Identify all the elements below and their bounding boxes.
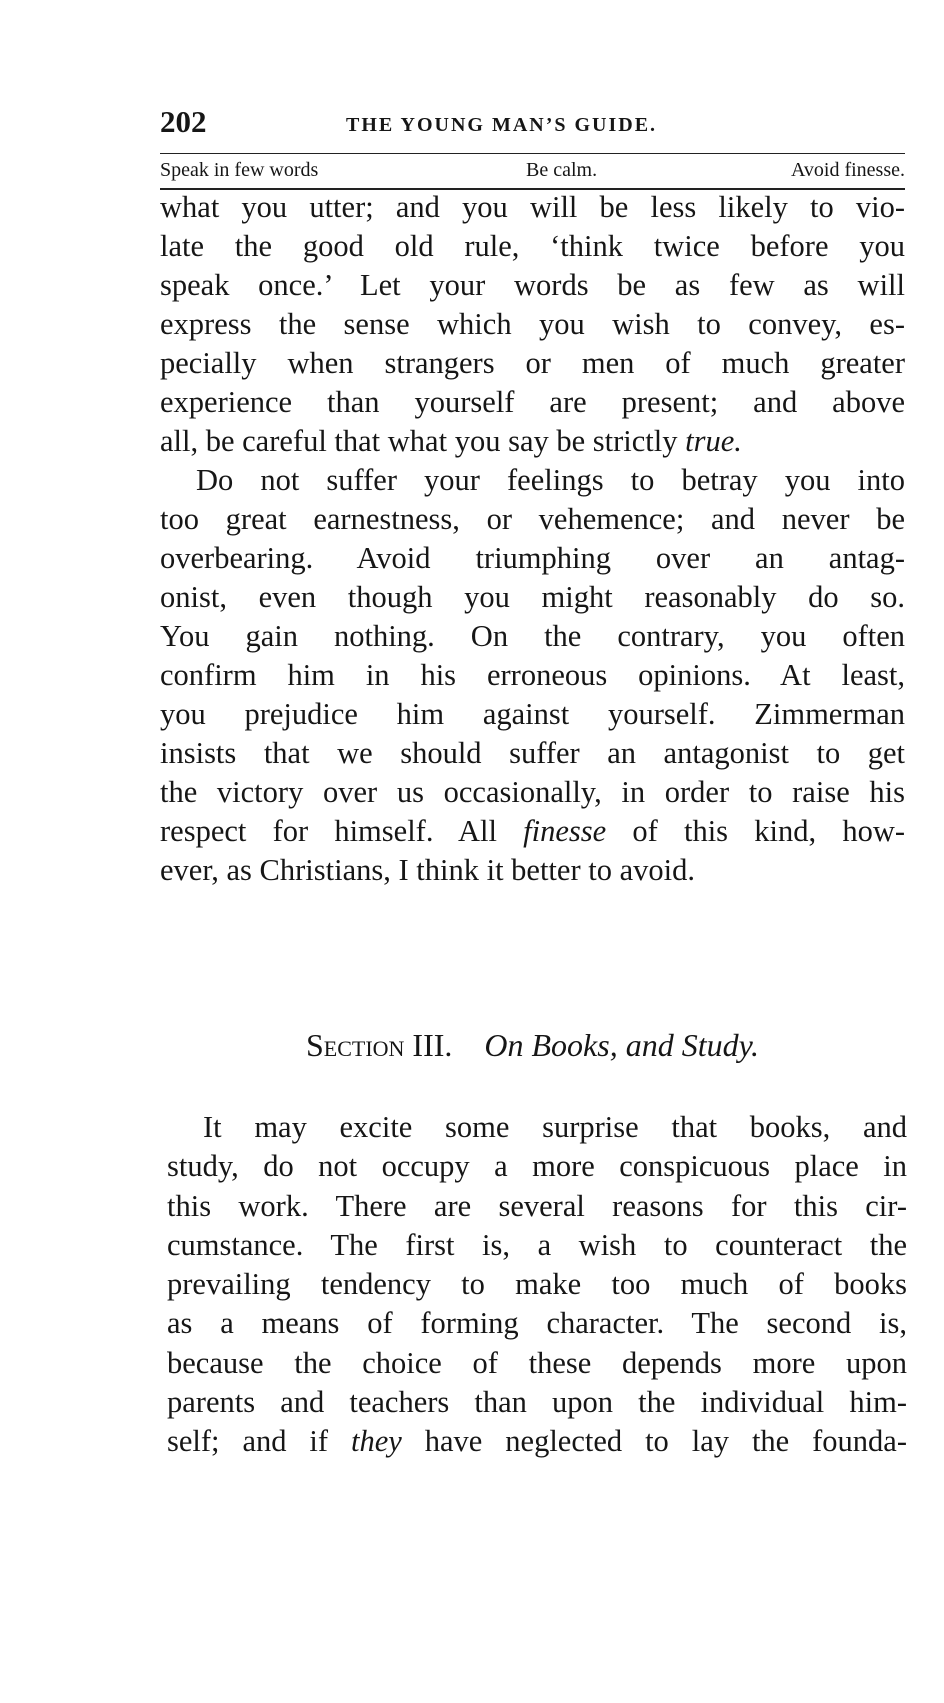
header-rule-top xyxy=(160,153,905,154)
running-title: THE YOUNG MAN’S GUIDE. xyxy=(346,114,658,136)
text-line: express the sense which you wish to convey, es- xyxy=(160,307,905,341)
text-line: overbearing. Avoid triumphing over an antag- xyxy=(160,541,905,575)
text-line: It may excite some surprise that books, and xyxy=(203,1110,907,1144)
topic-be-calm: Be calm. xyxy=(526,159,598,181)
text-line xyxy=(160,814,905,856)
text-line: prevailing tendency to make too much of books xyxy=(167,1267,907,1301)
section-heading xyxy=(160,1027,905,1064)
emphasis-finesse: finesse xyxy=(523,814,607,848)
text-line: experience than yourself are present; and above xyxy=(160,385,905,419)
text-line: you prejudice him against yourself. Zimmerman xyxy=(160,697,905,731)
text-line: cumstance. The first is, a wish to counteract the xyxy=(167,1228,907,1262)
text-line: speak once.’ Let your words be as few as will xyxy=(160,268,905,302)
text-span: self; and if xyxy=(167,1424,352,1458)
page-number: 202 xyxy=(160,104,207,139)
text-line: pecially when strangers or men of much greater xyxy=(160,346,905,380)
text-line: study, do not occupy a more conspicuous place in xyxy=(167,1149,907,1183)
emphasis-true: true. xyxy=(685,424,742,458)
text-line xyxy=(160,424,905,466)
text-line: what you utter; and you will be less likely to vio- xyxy=(160,190,905,224)
text-span: of this kind, how- xyxy=(606,814,905,848)
text-span: have neglected to lay the founda- xyxy=(401,1424,907,1458)
section-label: Section III. xyxy=(305,1027,453,1063)
text-line: You gain nothing. On the contrary, you often xyxy=(160,619,905,653)
section-title: On Books, and Study. xyxy=(484,1027,760,1063)
text-line: too great earnestness, or vehemence; and never be xyxy=(160,502,905,536)
text-line: Do not suffer your feelings to betray you into xyxy=(196,463,905,497)
text-line: as a means of forming character. The second is, xyxy=(167,1306,907,1340)
text-line: this work. There are several reasons for this cir- xyxy=(167,1189,907,1223)
text-line: confirm him in his erroneous opinions. At least, xyxy=(160,658,905,692)
text-span: respect for himself. All xyxy=(160,814,524,848)
text-line: parents and teachers than upon the individual him- xyxy=(167,1385,907,1419)
topic-speak-in-few-words: Speak in few words xyxy=(160,159,319,181)
topic-avoid-finesse: Avoid finesse. xyxy=(790,159,905,181)
marginal-topics xyxy=(160,159,905,185)
text-line: onist, even though you might reasonably do so. xyxy=(160,580,905,614)
text-line: insists that we should suffer an antagonist to get xyxy=(160,736,905,770)
text-span: all, be careful that what you say be strictly xyxy=(160,424,686,458)
text-line: the victory over us occasionally, in order to raise his xyxy=(160,775,905,809)
text-line: ever, as Christians, I think it better to avoid. xyxy=(160,853,695,887)
text-line: because the choice of these depends more upon xyxy=(167,1346,907,1380)
page-header xyxy=(160,104,905,144)
text-line: late the good old rule, ‘think twice before you xyxy=(160,229,905,263)
emphasis-they: they xyxy=(351,1424,402,1458)
text-line xyxy=(167,1424,907,1466)
